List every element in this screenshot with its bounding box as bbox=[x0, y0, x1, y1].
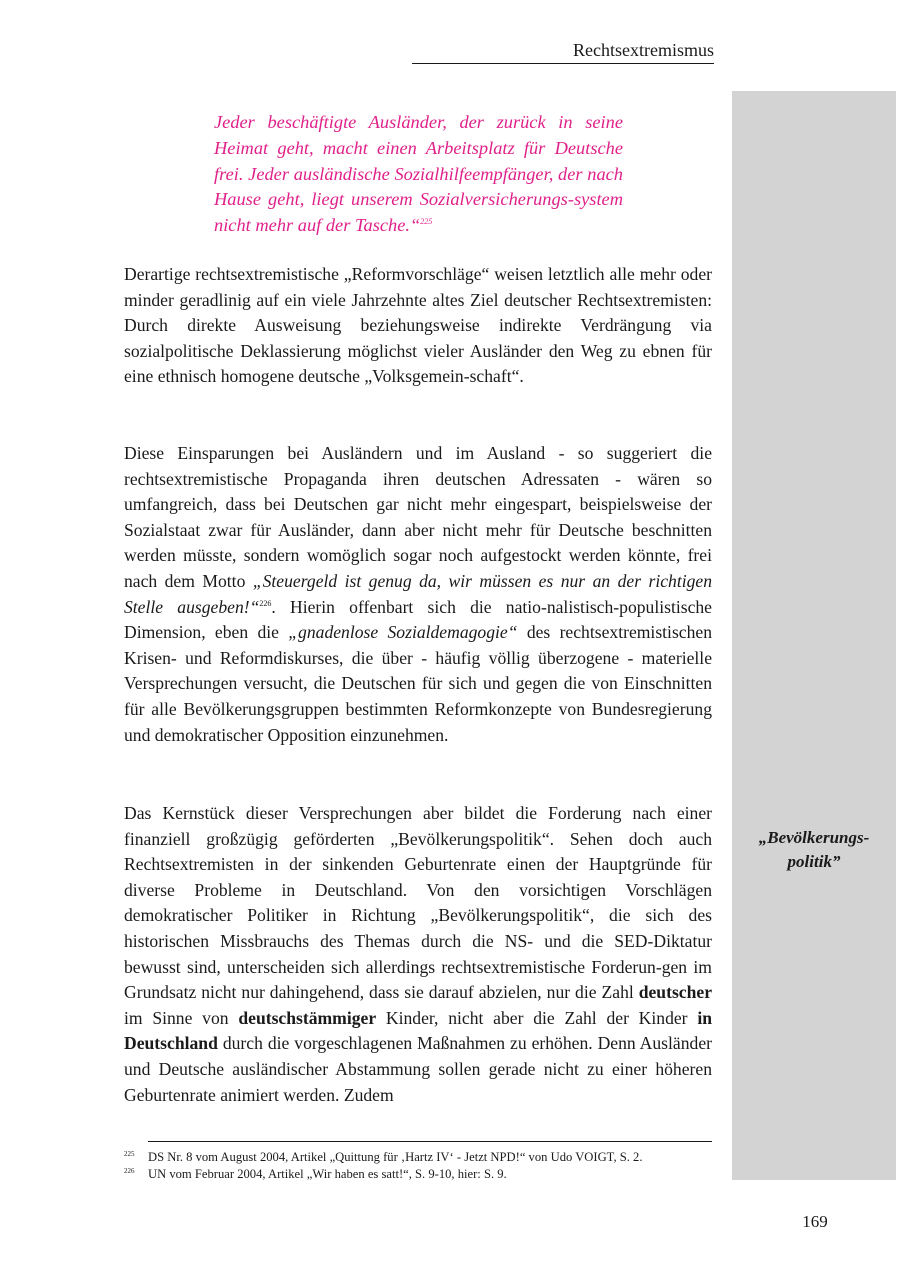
emphasis-phrase: „gnadenlose Sozialdemagogie“ bbox=[288, 622, 518, 643]
paragraph-2-part-3: des rechtsextremistischen Krisen- und Reformdiskurses, die über - häufig völlig überzogene - materielle Versprechungen versucht, die Deutschen für sich und gegen die von Einschnitten für alle Bevölkerungsgruppen bestimmten Reformkonzepte von Bundesregierung und demokratischer Opposition einzunehmen. bbox=[124, 622, 713, 745]
paragraph-3-part-4: durch die vorgeschlagenen Maßnahmen zu erhöhen. Denn Ausländer und Deutsche ausländischer Abstammung sollen gerade nicht zu einer höheren Geburtenrate animiert werden. Zudem bbox=[124, 1033, 712, 1105]
paragraph-2-part-1: Diese Einsparungen bei Ausländern und im Ausland - so suggeriert die rechtsextremistische Propaganda ihren deutschen Adressaten - wären so umfangreich, dass bei Deutschen gar nicht mehr eingespart, beispielsweise der Sozialstaat zwar für Ausländer, dann aber nicht mehr für Deutsche beschnitten werden müsste, sondern womöglich sogar noch aufgestockt werden könnte, frei nach dem Motto bbox=[124, 443, 712, 591]
footnote bbox=[124, 1149, 724, 1166]
footnote-number: 225 bbox=[124, 1150, 135, 1158]
page-number: 169 bbox=[802, 1212, 828, 1231]
paragraph-3-part-2: im Sinne von bbox=[124, 1007, 239, 1028]
paragraph-3-part-3: Kinder, nicht aber die Zahl der Kinder bbox=[376, 1007, 698, 1028]
block-quote bbox=[214, 110, 623, 239]
paragraph-3-part-1: Das Kernstück dieser Versprechungen aber bildet die Forderung nach einer finanziell großzügig geförderten „Bevölkerungspolitik“. Sehen doch auch Rechtsextremisten in der sinkenden Geburtenrate einen der Hauptgründe für diverse Probleme in Deutschland. Von den vorsichtigen Vorschlägen demokratischer Politiker in Richtung „Bevölkerungspolitik“, die sich des historischen Missbrauchs des Themas durch die NS- und die SED-Diktatur bewusst sind, unterscheiden sich allerdings rechtsextremistische Forderun-gen im Grundsatz nicht nur dahingehend, dass sie darauf abzielen, nur die Zahl bbox=[124, 803, 712, 1003]
footnote-text: UN vom Februar 2004, Artikel „Wir haben es satt!“, S. 9-10, hier: S. 9. bbox=[148, 1167, 507, 1181]
paragraph-1: Derartige rechtsextremistische „Reformvorschläge“ weisen letztlich alle mehr oder minder geradlinig auf ein viele Jahrzehnte altes Ziel deutscher Rechtsextremisten: Durch direkte Ausweisung beziehungsweise indirekte Verdrängung via sozialpolitische Deklassierung möglichst vieler Ausländer den Weg zu ebnen für eine ethnisch homogene deutsche „Volksgemein-schaft“. bbox=[124, 264, 712, 387]
bold-term-3: in Deutschland bbox=[124, 1007, 712, 1054]
footnotes bbox=[124, 1149, 724, 1183]
footnote-ref-225: 225 bbox=[420, 217, 433, 227]
footnote-number: 226 bbox=[124, 1167, 135, 1175]
margin-sidebar bbox=[732, 91, 896, 1180]
footnote-divider bbox=[148, 1141, 712, 1142]
paragraph-3 bbox=[124, 801, 712, 1108]
footnote-text: DS Nr. 8 vom August 2004, Artikel „Quittung für ‚Hartz IV‘ - Jetzt NPD!“ von Udo VOIGT, S. 2. bbox=[148, 1150, 643, 1164]
paragraph-2 bbox=[124, 441, 712, 748]
footnote-ref-226: 226 bbox=[259, 598, 272, 608]
bold-term-1: deutscher bbox=[638, 982, 712, 1003]
paragraph-2-part-2: . Hierin offenbart sich die natio-nalistisch-populistische Dimension, eben die bbox=[124, 596, 712, 643]
running-head: Rechtsextremismus bbox=[412, 38, 714, 64]
margin-note: „Bevölkerungs-politik” bbox=[758, 828, 870, 871]
bold-term-2: deutschstämmiger bbox=[238, 1007, 377, 1028]
quote-text: Jeder beschäftigte Ausländer, der zurück in seine Heimat geht, macht einen Arbeitsplatz für Deutsche frei. Jeder ausländische Sozialhilfeempfänger, der nach Hause geht, liegt unserem Sozialversicherungs-system nicht mehr auf der Tasche.“ bbox=[214, 112, 623, 236]
motto-quote: „Steuergeld ist genug da, wir müssen es nur an der richtigen Stelle ausgeben!“ bbox=[124, 570, 712, 617]
footnote bbox=[124, 1166, 724, 1183]
